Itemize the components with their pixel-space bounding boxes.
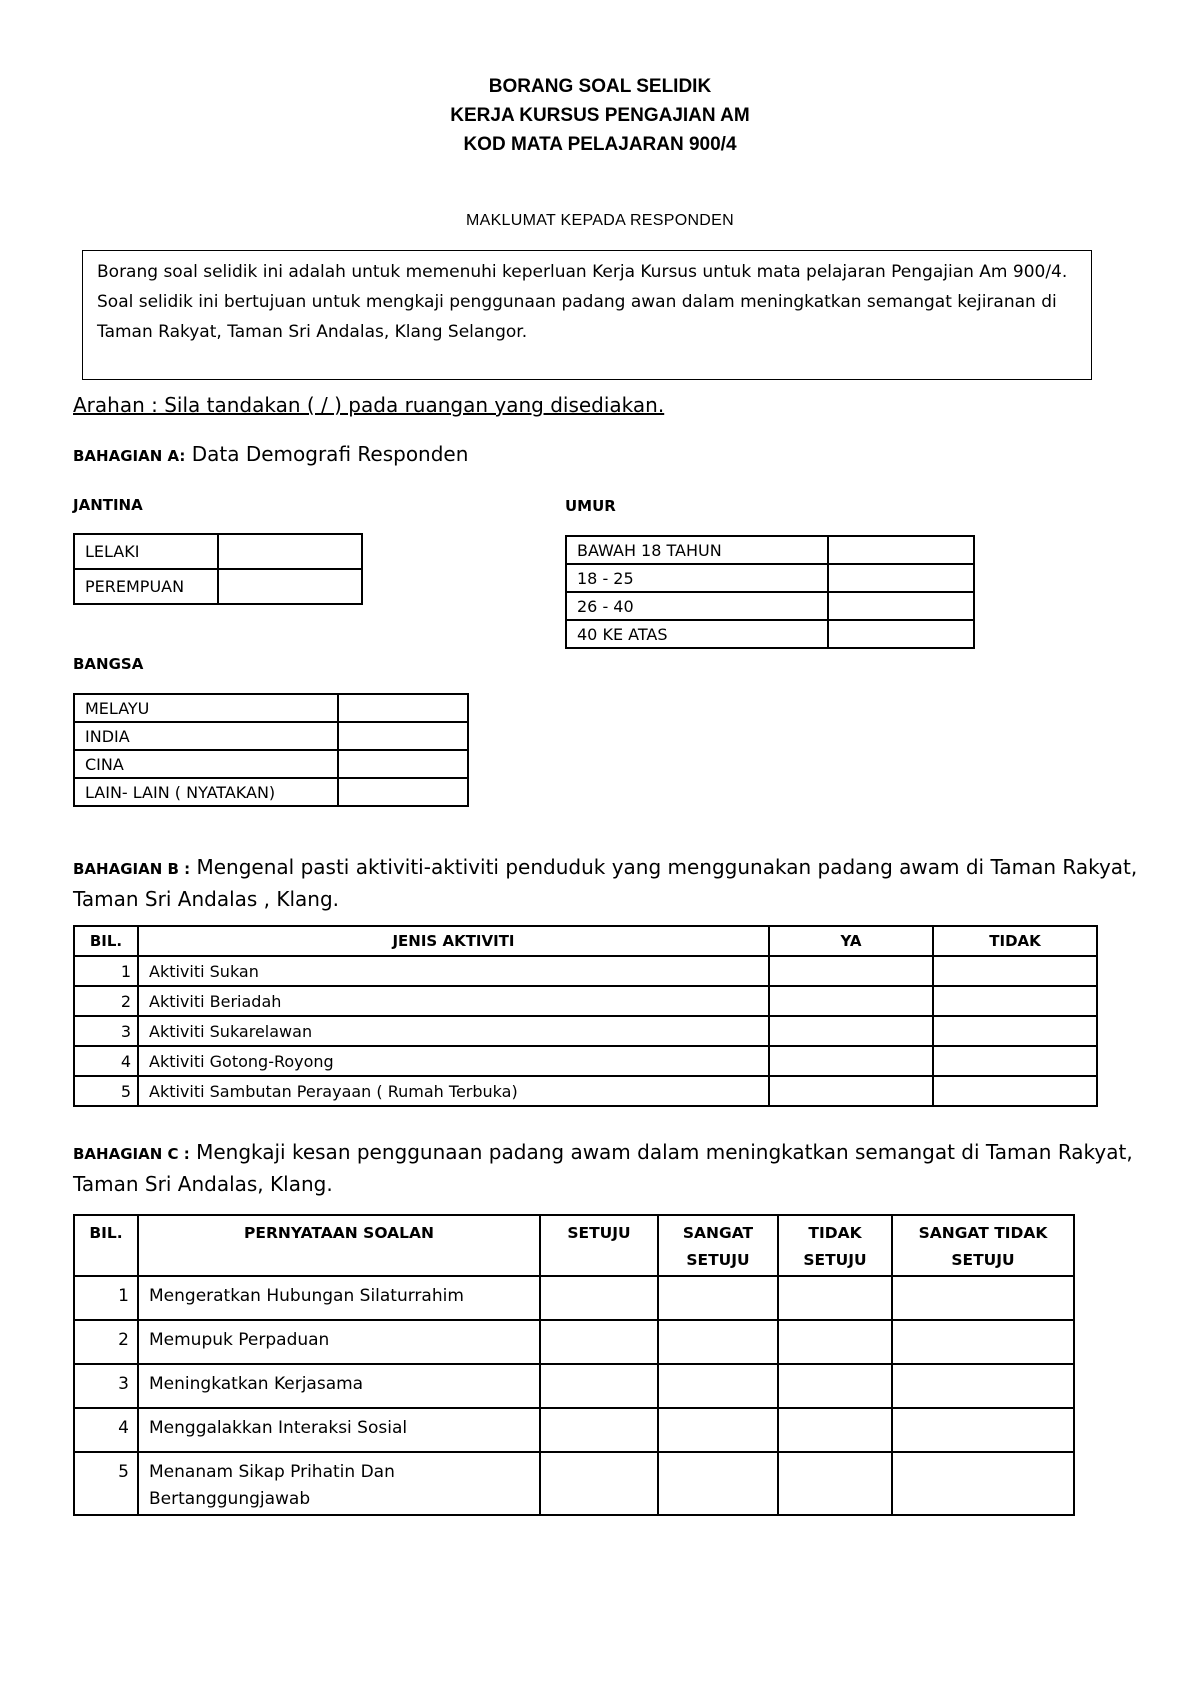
info-box — [82, 250, 1092, 380]
form-title: BORANG SOAL SELIDIK — [488, 76, 712, 97]
jantina-option-perempuan: PEREMPUAN — [74, 569, 218, 604]
activity-header-tidak: TIDAK — [933, 926, 1097, 956]
table-row — [74, 1452, 1074, 1515]
statement-tidak-setuju-cell[interactable] — [778, 1364, 892, 1408]
section-a-heading — [73, 442, 468, 466]
umur-option-26-40: 26 - 40 — [566, 592, 828, 620]
activity-ya-cell[interactable] — [769, 986, 933, 1016]
statement-sangat-tidak-setuju-cell[interactable] — [892, 1452, 1074, 1515]
info-text: Borang soal selidik ini adalah untuk memenuhi keperluan Kerja Kursus untuk mata pelajaran Pengajian Am 900/4. Soal selidik ini bertujuan untuk mengkaji penggunaan padang awan dalam meningkatkan semangat kejiranan di Taman Rakyat, Taman Sri Andalas, Klang Selangor. — [97, 262, 1068, 342]
jantina-checkbox-lelaki[interactable] — [218, 534, 362, 569]
statement-bil: 3 — [74, 1364, 138, 1408]
activity-bil: 4 — [74, 1046, 138, 1076]
statement-bil: 1 — [74, 1276, 138, 1320]
activity-table — [73, 925, 1098, 1107]
umur-option-bawah-18: BAWAH 18 TAHUN — [566, 536, 828, 564]
activity-tidak-cell[interactable] — [933, 1046, 1097, 1076]
table-row — [74, 1408, 1074, 1452]
statement-text: Mengeratkan Hubungan Silaturrahim — [138, 1276, 540, 1320]
statement-header-pernyataan: PERNYATAAN SOALAN — [138, 1215, 540, 1276]
statement-table — [73, 1214, 1075, 1516]
section-c-title: Mengkaji kesan penggunaan padang awam dalam meningkatkan semangat di Taman Rakyat, Taman Sri Andalas, Klang. — [73, 1140, 1133, 1196]
bangsa-checkbox-melayu[interactable] — [338, 694, 468, 722]
info-heading: MAKLUMAT KEPADA RESPONDEN — [465, 212, 734, 229]
table-row — [74, 986, 1097, 1016]
statement-tidak-setuju-cell[interactable] — [778, 1452, 892, 1515]
table-row — [74, 1046, 1097, 1076]
statement-sangat-tidak-setuju-cell[interactable] — [892, 1320, 1074, 1364]
statement-setuju-cell[interactable] — [540, 1320, 658, 1364]
statement-bil: 4 — [74, 1408, 138, 1452]
activity-ya-cell[interactable] — [769, 956, 933, 986]
table-row — [74, 1276, 1074, 1320]
statement-text: Memupuk Perpaduan — [138, 1320, 540, 1364]
bangsa-option-cina: CINA — [74, 750, 338, 778]
jantina-checkbox-perempuan[interactable] — [218, 569, 362, 604]
activity-name: Aktiviti Sukarelawan — [138, 1016, 769, 1046]
section-a-title: Data Demografi Responden — [185, 442, 469, 466]
bangsa-table — [73, 693, 469, 807]
activity-ya-cell[interactable] — [769, 1076, 933, 1106]
bangsa-option-lain-lain: LAIN- LAIN ( NYATAKAN) — [74, 778, 338, 806]
statement-header-sangat-tidak-setuju: SANGAT TIDAK SETUJU — [892, 1215, 1074, 1276]
activity-header-ya: YA — [769, 926, 933, 956]
activity-header-jenis: JENIS AKTIVITI — [138, 926, 769, 956]
activity-header-bil: BIL. — [74, 926, 138, 956]
umur-checkbox-40-ke-atas[interactable] — [828, 620, 974, 648]
statement-header-tidak-setuju: TIDAK SETUJU — [778, 1215, 892, 1276]
umur-table — [565, 535, 975, 649]
section-a-label: BAHAGIAN A: — [73, 447, 186, 465]
section-b-heading — [73, 852, 1153, 914]
instructions: Arahan : Sila tandakan ( / ) pada ruangan yang disediakan. — [73, 393, 665, 417]
activity-tidak-cell[interactable] — [933, 956, 1097, 986]
statement-tidak-setuju-cell[interactable] — [778, 1276, 892, 1320]
section-c-label: BAHAGIAN C : — [73, 1145, 190, 1163]
statement-header-sangat-setuju: SANGAT SETUJU — [658, 1215, 778, 1276]
statement-sangat-setuju-cell[interactable] — [658, 1320, 778, 1364]
activity-name: Aktiviti Sukan — [138, 956, 769, 986]
statement-bil: 5 — [74, 1452, 138, 1515]
activity-ya-cell[interactable] — [769, 1046, 933, 1076]
statement-bil: 2 — [74, 1320, 138, 1364]
table-row — [74, 1364, 1074, 1408]
jantina-table — [73, 533, 363, 605]
bangsa-checkbox-cina[interactable] — [338, 750, 468, 778]
activity-bil: 1 — [74, 956, 138, 986]
statement-sangat-tidak-setuju-cell[interactable] — [892, 1408, 1074, 1452]
jantina-option-lelaki: LELAKI — [74, 534, 218, 569]
activity-bil: 3 — [74, 1016, 138, 1046]
bangsa-option-melayu: MELAYU — [74, 694, 338, 722]
activity-bil: 2 — [74, 986, 138, 1016]
statement-setuju-cell[interactable] — [540, 1408, 658, 1452]
activity-name: Aktiviti Gotong-Royong — [138, 1046, 769, 1076]
statement-setuju-cell[interactable] — [540, 1452, 658, 1515]
table-row — [74, 1016, 1097, 1046]
statement-sangat-setuju-cell[interactable] — [658, 1364, 778, 1408]
section-b-label: BAHAGIAN B : — [73, 860, 191, 878]
umur-label: UMUR — [565, 497, 616, 515]
activity-tidak-cell[interactable] — [933, 1016, 1097, 1046]
umur-checkbox-18-25[interactable] — [828, 564, 974, 592]
activity-bil: 5 — [74, 1076, 138, 1106]
statement-sangat-tidak-setuju-cell[interactable] — [892, 1276, 1074, 1320]
table-row — [74, 1076, 1097, 1106]
statement-header-bil: BIL. — [74, 1215, 138, 1276]
umur-checkbox-bawah-18[interactable] — [828, 536, 974, 564]
statement-setuju-cell[interactable] — [540, 1276, 658, 1320]
umur-option-18-25: 18 - 25 — [566, 564, 828, 592]
statement-sangat-setuju-cell[interactable] — [658, 1276, 778, 1320]
form-subtitle: KERJA KURSUS PENGAJIAN AM — [450, 105, 750, 126]
activity-tidak-cell[interactable] — [933, 986, 1097, 1016]
table-row — [74, 956, 1097, 986]
umur-option-40-ke-atas: 40 KE ATAS — [566, 620, 828, 648]
statement-sangat-setuju-cell[interactable] — [658, 1408, 778, 1452]
bangsa-checkbox-lain-lain[interactable] — [338, 778, 468, 806]
jantina-label: JANTINA — [73, 496, 143, 514]
bangsa-label: BANGSA — [73, 655, 144, 673]
section-c-heading — [73, 1137, 1153, 1199]
activity-name: Aktiviti Sambutan Perayaan ( Rumah Terbuka) — [138, 1076, 769, 1106]
bangsa-option-india: INDIA — [74, 722, 338, 750]
activity-name: Aktiviti Beriadah — [138, 986, 769, 1016]
statement-header-setuju: SETUJU — [540, 1215, 658, 1276]
section-b-title: Mengenal pasti aktiviti-aktiviti penduduk yang menggunakan padang awam di Taman Rakyat, Taman Sri Andalas , Klang. — [73, 855, 1138, 911]
statement-setuju-cell[interactable] — [540, 1364, 658, 1408]
statement-tidak-setuju-cell[interactable] — [778, 1408, 892, 1452]
statement-sangat-tidak-setuju-cell[interactable] — [892, 1364, 1074, 1408]
statement-text: Menanam Sikap Prihatin Dan Bertanggungjawab — [138, 1452, 540, 1515]
statement-text: Menggalakkan Interaksi Sosial — [138, 1408, 540, 1452]
statement-sangat-setuju-cell[interactable] — [658, 1452, 778, 1515]
bangsa-checkbox-india[interactable] — [338, 722, 468, 750]
activity-tidak-cell[interactable] — [933, 1076, 1097, 1106]
table-row — [74, 1320, 1074, 1364]
statement-tidak-setuju-cell[interactable] — [778, 1320, 892, 1364]
umur-checkbox-26-40[interactable] — [828, 592, 974, 620]
subject-code: KOD MATA PELAJARAN 900/4 — [463, 134, 737, 155]
statement-text: Meningkatkan Kerjasama — [138, 1364, 540, 1408]
activity-ya-cell[interactable] — [769, 1016, 933, 1046]
